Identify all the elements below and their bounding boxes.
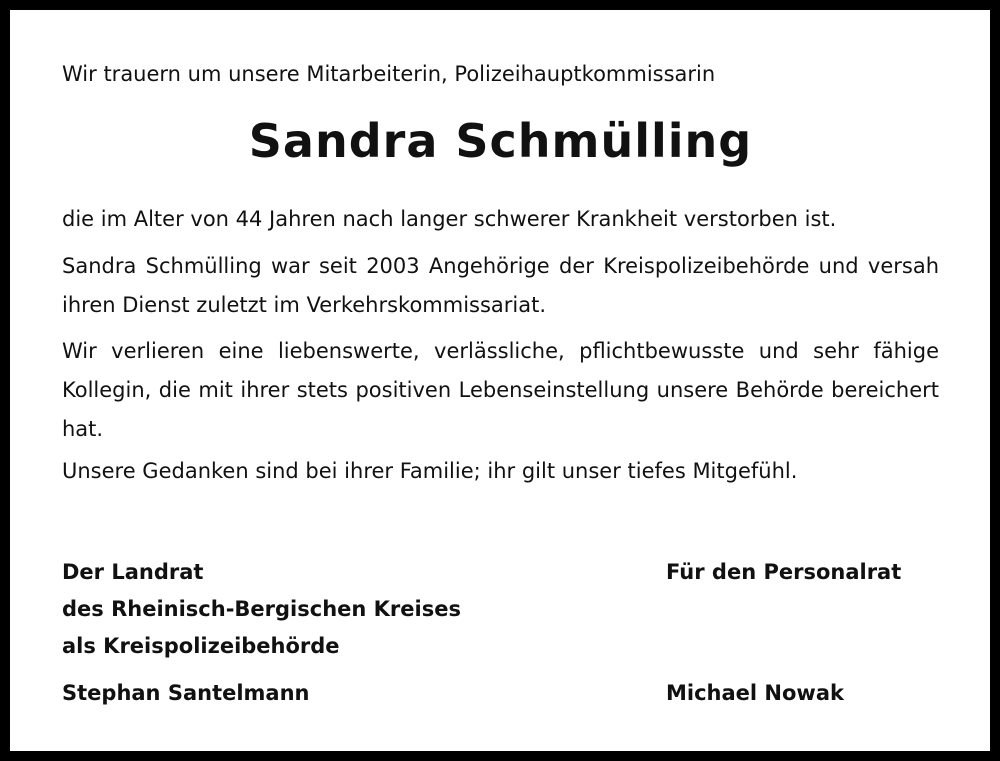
paragraph-condolence: Unsere Gedanken sind bei ihrer Familie; ihr gilt unser tiefes Mitgefühl.: [62, 459, 798, 483]
signature-line: Für den Personalrat: [666, 560, 902, 584]
signer-name-left: Stephan Santelmann: [62, 681, 310, 705]
signature-block-landrat: [62, 554, 461, 665]
deceased-name: Sandra Schmülling: [248, 114, 753, 168]
signature-line: als Kreispolizeibehörde: [62, 634, 340, 658]
signature-line: Der Landrat: [62, 560, 204, 584]
paragraph-service: Sandra Schmülling war seit 2003 Angehörige der Kreispolizeibehörde und versah ihren Dienst zuletzt im Verkehrskommissariat.: [62, 254, 939, 317]
obituary-notice: [10, 10, 990, 751]
signature-line: des Rheinisch-Bergischen Kreises: [62, 597, 461, 621]
paragraph-tribute: Wir verlieren eine liebenswerte, verlässliche, pflichtbewusste und sehr fähige Kollegin, die mit ihrer stets positiven Lebenseinstellung unsere Behörde bereichert hat.: [62, 339, 939, 441]
signer-name-right: Michael Nowak: [666, 681, 844, 705]
intro-text: Wir trauern um unsere Mitarbeiterin, Polizeihauptkommissarin: [62, 62, 716, 86]
signature-block-personalrat: [666, 554, 901, 591]
paragraph-age: die im Alter von 44 Jahren nach langer schwerer Krankheit verstorben ist.: [62, 207, 837, 231]
